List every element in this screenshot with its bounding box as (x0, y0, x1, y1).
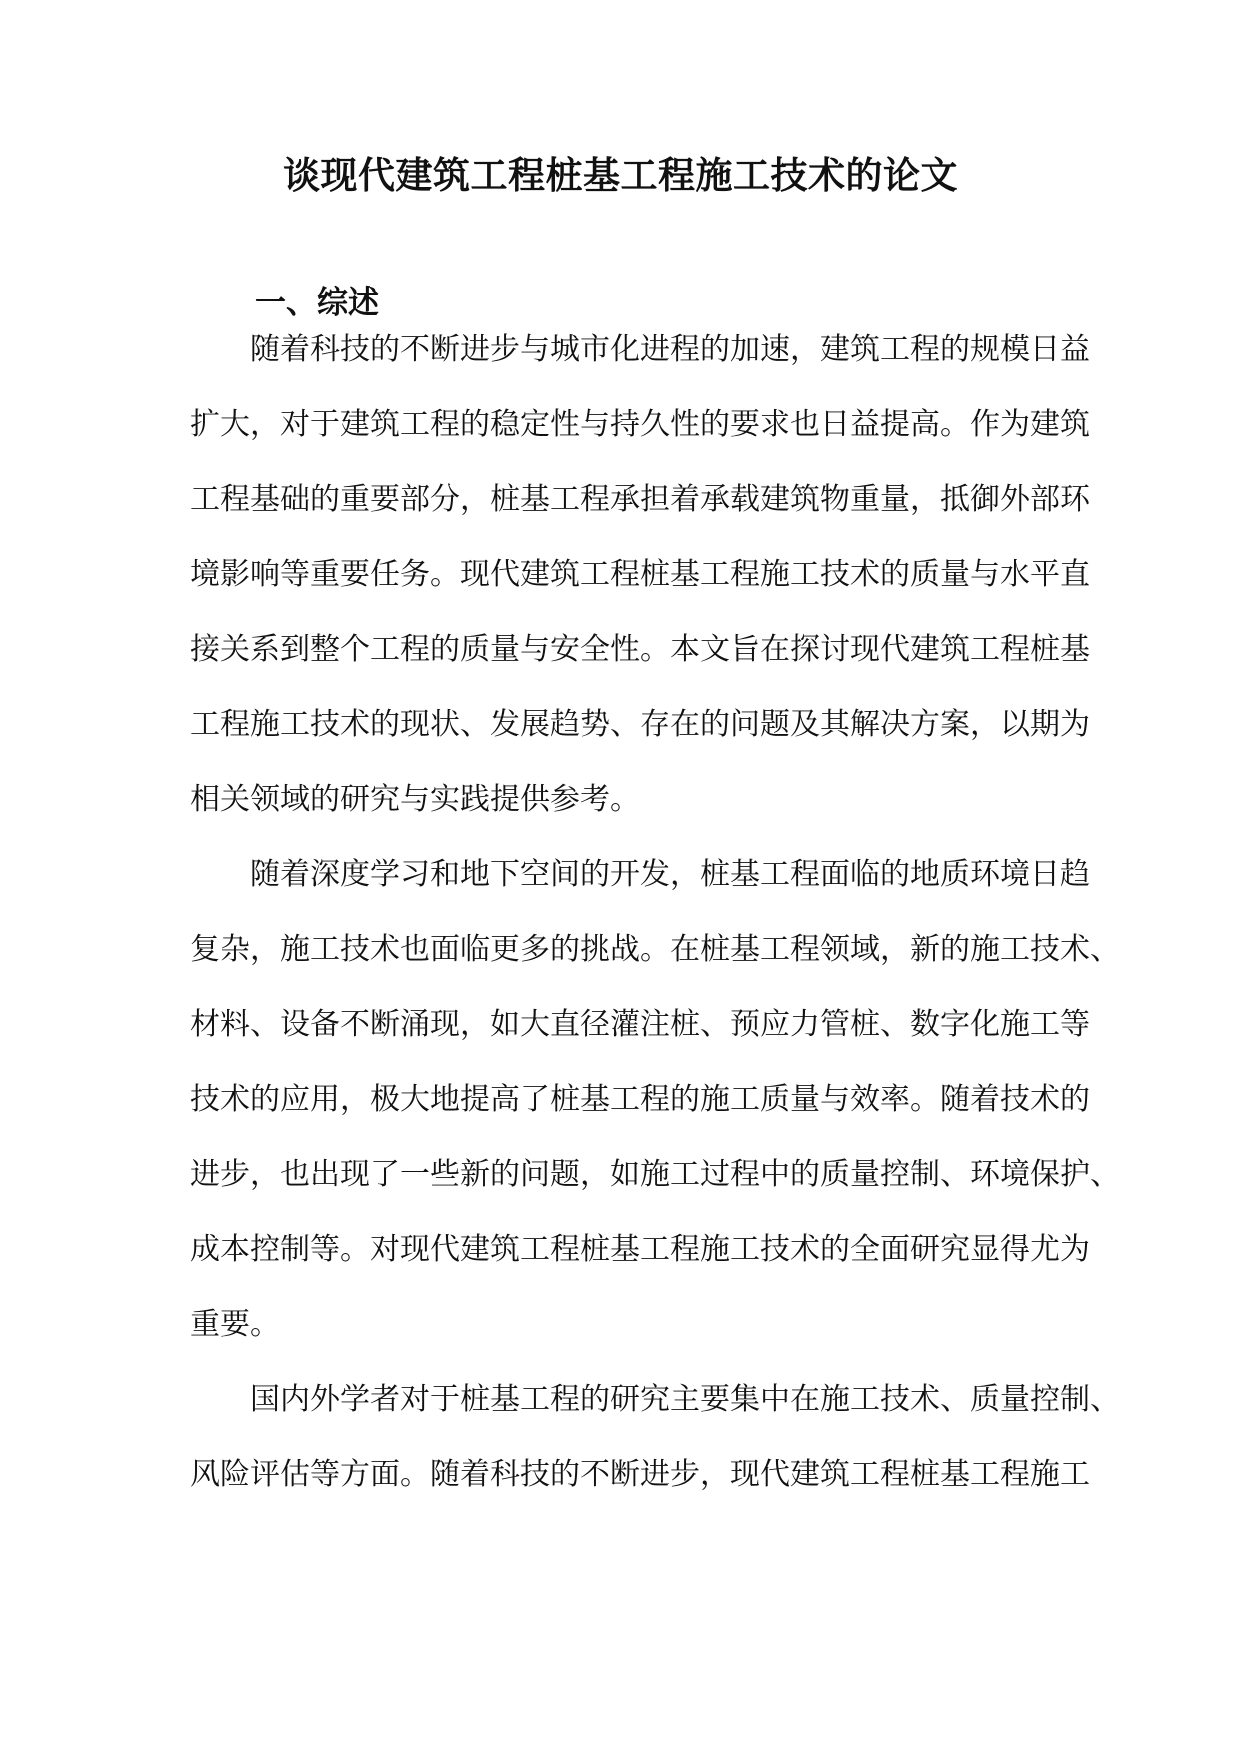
paragraph-line: 工程施工技术的现状、发展趋势、存在的问题及其解决方案，以期为 (190, 707, 1090, 742)
paragraph-line: 随着科技的不断进步与城市化进程的加速，建筑工程的规模日益 (250, 332, 1090, 367)
paragraph-line: 风险评估等方面。随着科技的不断进步，现代建筑工程桩基工程施工 (190, 1457, 1090, 1492)
section-heading: 一、综述 (255, 285, 379, 321)
paragraph-line: 国内外学者对于桩基工程的研究主要集中在施工技术、质量控制、 (250, 1382, 1120, 1417)
paragraph-line: 成本控制等。对现代建筑工程桩基工程施工技术的全面研究显得尤为 (190, 1232, 1090, 1267)
paragraph-line: 材料、设备不断涌现，如大直径灌注桩、预应力管桩、数字化施工等 (190, 1007, 1090, 1042)
paragraph-line: 进步，也出现了一些新的问题，如施工过程中的质量控制、环境保护、 (190, 1157, 1120, 1192)
paragraph-2 (190, 837, 1120, 1362)
paragraph-1 (190, 312, 1090, 837)
paragraph-line: 境影响等重要任务。现代建筑工程桩基工程施工技术的质量与水平直 (190, 557, 1090, 592)
paragraph-line: 相关领域的研究与实践提供参考。 (190, 782, 640, 817)
paragraph-line: 工程基础的重要部分，桩基工程承担着承载建筑物重量，抵御外部环 (190, 482, 1090, 517)
paragraph-3 (190, 1362, 1120, 1512)
paragraph-line: 重要。 (190, 1307, 280, 1342)
paragraph-line: 复杂，施工技术也面临更多的挑战。在桩基工程领域，新的施工技术、 (190, 932, 1120, 967)
paragraph-line: 技术的应用，极大地提高了桩基工程的施工质量与效率。随着技术的 (190, 1082, 1090, 1117)
paragraph-line: 随着深度学习和地下空间的开发，桩基工程面临的地质环境日趋 (250, 857, 1090, 892)
paragraph-line: 扩大，对于建筑工程的稳定性与持久性的要求也日益提高。作为建筑 (190, 407, 1090, 442)
paragraph-line: 接关系到整个工程的质量与安全性。本文旨在探讨现代建筑工程桩基 (190, 632, 1090, 667)
document-title: 谈现代建筑工程桩基工程施工技术的论文 (283, 154, 958, 197)
